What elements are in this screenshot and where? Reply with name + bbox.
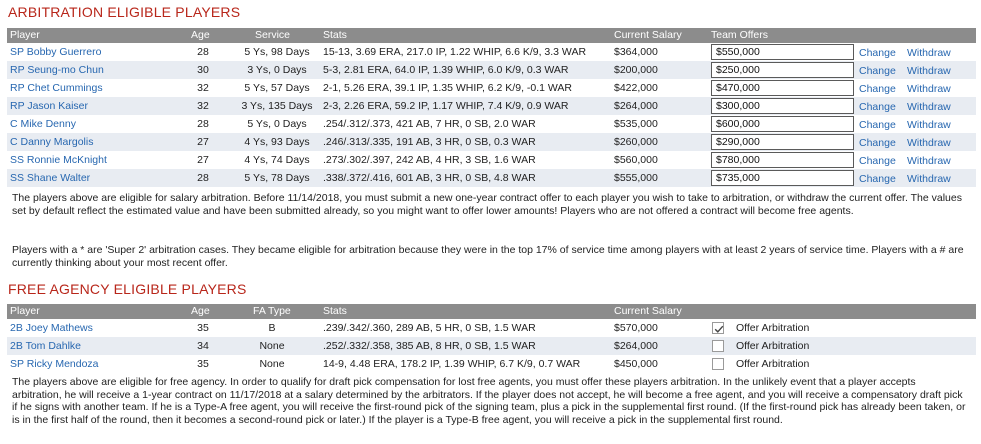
change-offer-button[interactable]: Change	[859, 83, 896, 95]
arbitration-note-1: The players above are eligible for salary arbitration. Before 11/14/2018, you must submit a new one-year contract offer to each player you wish to take to arbitration, or withdraw the current offer. The values set by default reflect the estimated value and have been submitted already, so you might want to offer lower amounts! Players who are not offered a contract will become free agents.	[12, 192, 962, 217]
player-stats: .338/.372/.416, 601 AB, 3 HR, 0 SB, 4.8 WAR	[323, 172, 536, 184]
check-icon	[713, 323, 725, 335]
team-offer-input[interactable]	[711, 80, 854, 96]
change-offer-button[interactable]: Change	[859, 137, 896, 149]
withdraw-offer-button[interactable]: Withdraw	[907, 119, 951, 131]
player-service-time: 5 Ys, 57 Days	[244, 82, 310, 94]
player-name-link[interactable]: RP Jason Kaiser	[10, 100, 89, 112]
player-name-link[interactable]: 2B Tom Dahlke	[10, 340, 82, 352]
team-offer-input[interactable]	[711, 62, 854, 78]
header-stats: Stats	[323, 29, 347, 41]
player-stats: .239/.342/.360, 289 AB, 5 HR, 0 SB, 1.5 WAR	[323, 322, 536, 334]
withdraw-offer-button[interactable]: Withdraw	[907, 137, 951, 149]
offer-arbitration-checkbox[interactable]	[712, 322, 724, 334]
team-offer-input[interactable]	[711, 134, 854, 150]
player-name-link[interactable]: SP Bobby Guerrero	[10, 46, 102, 58]
player-current-salary: $535,000	[614, 118, 658, 130]
player-current-salary: $264,000	[614, 340, 658, 352]
player-service-time: 5 Ys, 78 Days	[244, 172, 310, 184]
team-offer-input[interactable]	[711, 98, 854, 114]
player-name-link[interactable]: RP Seung-mo Chun	[10, 64, 104, 76]
withdraw-offer-button[interactable]: Withdraw	[907, 83, 951, 95]
arbitration-player-row	[7, 61, 976, 79]
header-player: Player	[10, 305, 40, 317]
player-age: 27	[197, 136, 209, 148]
free-agency-section-title: FREE AGENCY ELIGIBLE PLAYERS	[8, 281, 247, 297]
player-age: 28	[197, 46, 209, 58]
player-name-link[interactable]: SS Shane Walter	[10, 172, 91, 184]
player-name-link[interactable]: C Mike Denny	[10, 118, 76, 130]
player-age: 34	[197, 340, 209, 352]
player-age: 27	[197, 154, 209, 166]
player-current-salary: $264,000	[614, 100, 658, 112]
player-current-salary: $364,000	[614, 46, 658, 58]
player-current-salary: $570,000	[614, 322, 658, 334]
player-name-link[interactable]: SP Ricky Mendoza	[10, 358, 99, 370]
team-offer-input[interactable]	[711, 44, 854, 60]
arbitration-player-row	[7, 133, 976, 151]
header-service: Service	[255, 29, 291, 41]
free-agency-note: The players above are eligible for free agency. In order to qualify for draft pick compensation for lost free agents, you must offer these players arbitration. In the unlikely event that a player accepts arbitration, he will receive a 1-year contract on 11/17/2018 at a salary determined by the arbitrators. If the player does not accept, he will become a free agent, and you will receive a compensatory draft pick if he signs with another team. If he is a Type-A free agent, you will receive the first-round pick of the signing team, plus a pick in the supplemental first round. (If the first-round pick has already been taken, or is in the first half of the round, then it becomes a second-round pick or later.) If the player is a Type-B free agent, you will receive a pick in the supplemental first round.	[12, 376, 966, 426]
team-offer-input[interactable]	[711, 152, 854, 168]
withdraw-offer-button[interactable]: Withdraw	[907, 101, 951, 113]
withdraw-offer-button[interactable]: Withdraw	[907, 155, 951, 167]
withdraw-offer-button[interactable]: Withdraw	[907, 173, 951, 185]
arbitration-player-row	[7, 43, 976, 61]
offer-arbitration-label: Offer Arbitration	[736, 340, 810, 352]
player-service-time: 5 Ys, 0 Days	[247, 118, 307, 130]
player-current-salary: $555,000	[614, 172, 658, 184]
player-current-salary: $200,000	[614, 64, 658, 76]
offer-arbitration-checkbox[interactable]	[712, 340, 724, 352]
free-agent-player-row	[7, 337, 976, 355]
free-agent-player-row	[7, 355, 976, 373]
arbitration-player-row	[7, 79, 976, 97]
header-player: Player	[10, 29, 40, 41]
header-team-offers: Team Offers	[711, 29, 768, 41]
player-service-time: 5 Ys, 98 Days	[244, 46, 310, 58]
arbitration-player-row	[7, 115, 976, 133]
player-current-salary: $560,000	[614, 154, 658, 166]
change-offer-button[interactable]: Change	[859, 119, 896, 131]
player-current-salary: $260,000	[614, 136, 658, 148]
player-age: 28	[197, 172, 209, 184]
withdraw-offer-button[interactable]: Withdraw	[907, 47, 951, 59]
header-current-salary: Current Salary	[614, 305, 682, 317]
arbitration-note-2: Players with a * are 'Super 2' arbitration cases. They became eligible for arbitration because they were in the top 17% of service time among players with at least 2 years of service time. Players with a # are currently thinking about your most recent offer.	[12, 244, 964, 269]
player-age: 30	[197, 64, 209, 76]
free-agent-player-row	[7, 319, 976, 337]
player-stats: .246/.313/.335, 191 AB, 3 HR, 0 SB, 0.3 WAR	[323, 136, 536, 148]
player-name-link[interactable]: 2B Joey Mathews	[10, 322, 93, 334]
player-stats: 14-9, 4.48 ERA, 178.2 IP, 1.39 WHIP, 6.7 K/9, 0.7 WAR	[323, 358, 581, 370]
player-age: 35	[197, 358, 209, 370]
offer-arbitration-checkbox[interactable]	[712, 358, 724, 370]
change-offer-button[interactable]: Change	[859, 47, 896, 59]
header-age: Age	[191, 305, 210, 317]
header-stats: Stats	[323, 305, 347, 317]
player-fa-type: B	[268, 322, 276, 334]
offer-arbitration-label: Offer Arbitration	[736, 322, 810, 334]
free-agency-header-bar	[7, 304, 976, 319]
withdraw-offer-button[interactable]: Withdraw	[907, 65, 951, 77]
player-age: 35	[197, 322, 209, 334]
change-offer-button[interactable]: Change	[859, 173, 896, 185]
player-name-link[interactable]: C Danny Margolis	[10, 136, 94, 148]
player-age: 28	[197, 118, 209, 130]
player-fa-type: None	[259, 358, 285, 370]
arbitration-section-title: ARBITRATION ELIGIBLE PLAYERS	[8, 4, 241, 20]
header-fa-type: FA Type	[253, 305, 291, 317]
player-service-time: 3 Ys, 0 Days	[247, 64, 307, 76]
arbitration-player-row	[7, 97, 976, 115]
player-service-time: 4 Ys, 93 Days	[244, 136, 310, 148]
player-age: 32	[197, 100, 209, 112]
change-offer-button[interactable]: Change	[859, 65, 896, 77]
player-stats: 15-13, 3.69 ERA, 217.0 IP, 1.22 WHIP, 6.6 K/9, 3.3 WAR	[323, 46, 587, 58]
team-offer-input[interactable]	[711, 170, 854, 186]
player-name-link[interactable]: SS Ronnie McKnight	[10, 154, 107, 166]
team-offer-input[interactable]	[711, 116, 854, 132]
player-service-time: 4 Ys, 74 Days	[244, 154, 310, 166]
player-stats: 2-1, 5.26 ERA, 39.1 IP, 1.35 WHIP, 6.2 K/9, -0.1 WAR	[323, 82, 573, 94]
change-offer-button[interactable]: Change	[859, 155, 896, 167]
player-current-salary: $422,000	[614, 82, 658, 94]
header-age: Age	[191, 29, 210, 41]
player-service-time: 3 Ys, 135 Days	[241, 100, 313, 112]
arbitration-player-row	[7, 169, 976, 187]
player-current-salary: $450,000	[614, 358, 658, 370]
player-fa-type: None	[259, 340, 285, 352]
change-offer-button[interactable]: Change	[859, 101, 896, 113]
player-stats: 5-3, 2.81 ERA, 64.0 IP, 1.39 WHIP, 6.0 K/9, 0.3 WAR	[323, 64, 569, 76]
player-name-link[interactable]: RP Chet Cummings	[10, 82, 103, 94]
player-stats: .254/.312/.373, 421 AB, 7 HR, 0 SB, 2.0 WAR	[323, 118, 536, 130]
arbitration-header-bar	[7, 28, 976, 43]
arbitration-player-row	[7, 151, 976, 169]
player-stats: 2-3, 2.26 ERA, 59.2 IP, 1.17 WHIP, 7.4 K/9, 0.9 WAR	[323, 100, 569, 112]
player-stats: .252/.332/.358, 385 AB, 8 HR, 0 SB, 1.5 WAR	[323, 340, 536, 352]
player-stats: .273/.302/.397, 242 AB, 4 HR, 3 SB, 1.6 WAR	[323, 154, 536, 166]
player-age: 32	[197, 82, 209, 94]
offer-arbitration-label: Offer Arbitration	[736, 358, 810, 370]
header-current-salary: Current Salary	[614, 29, 682, 41]
